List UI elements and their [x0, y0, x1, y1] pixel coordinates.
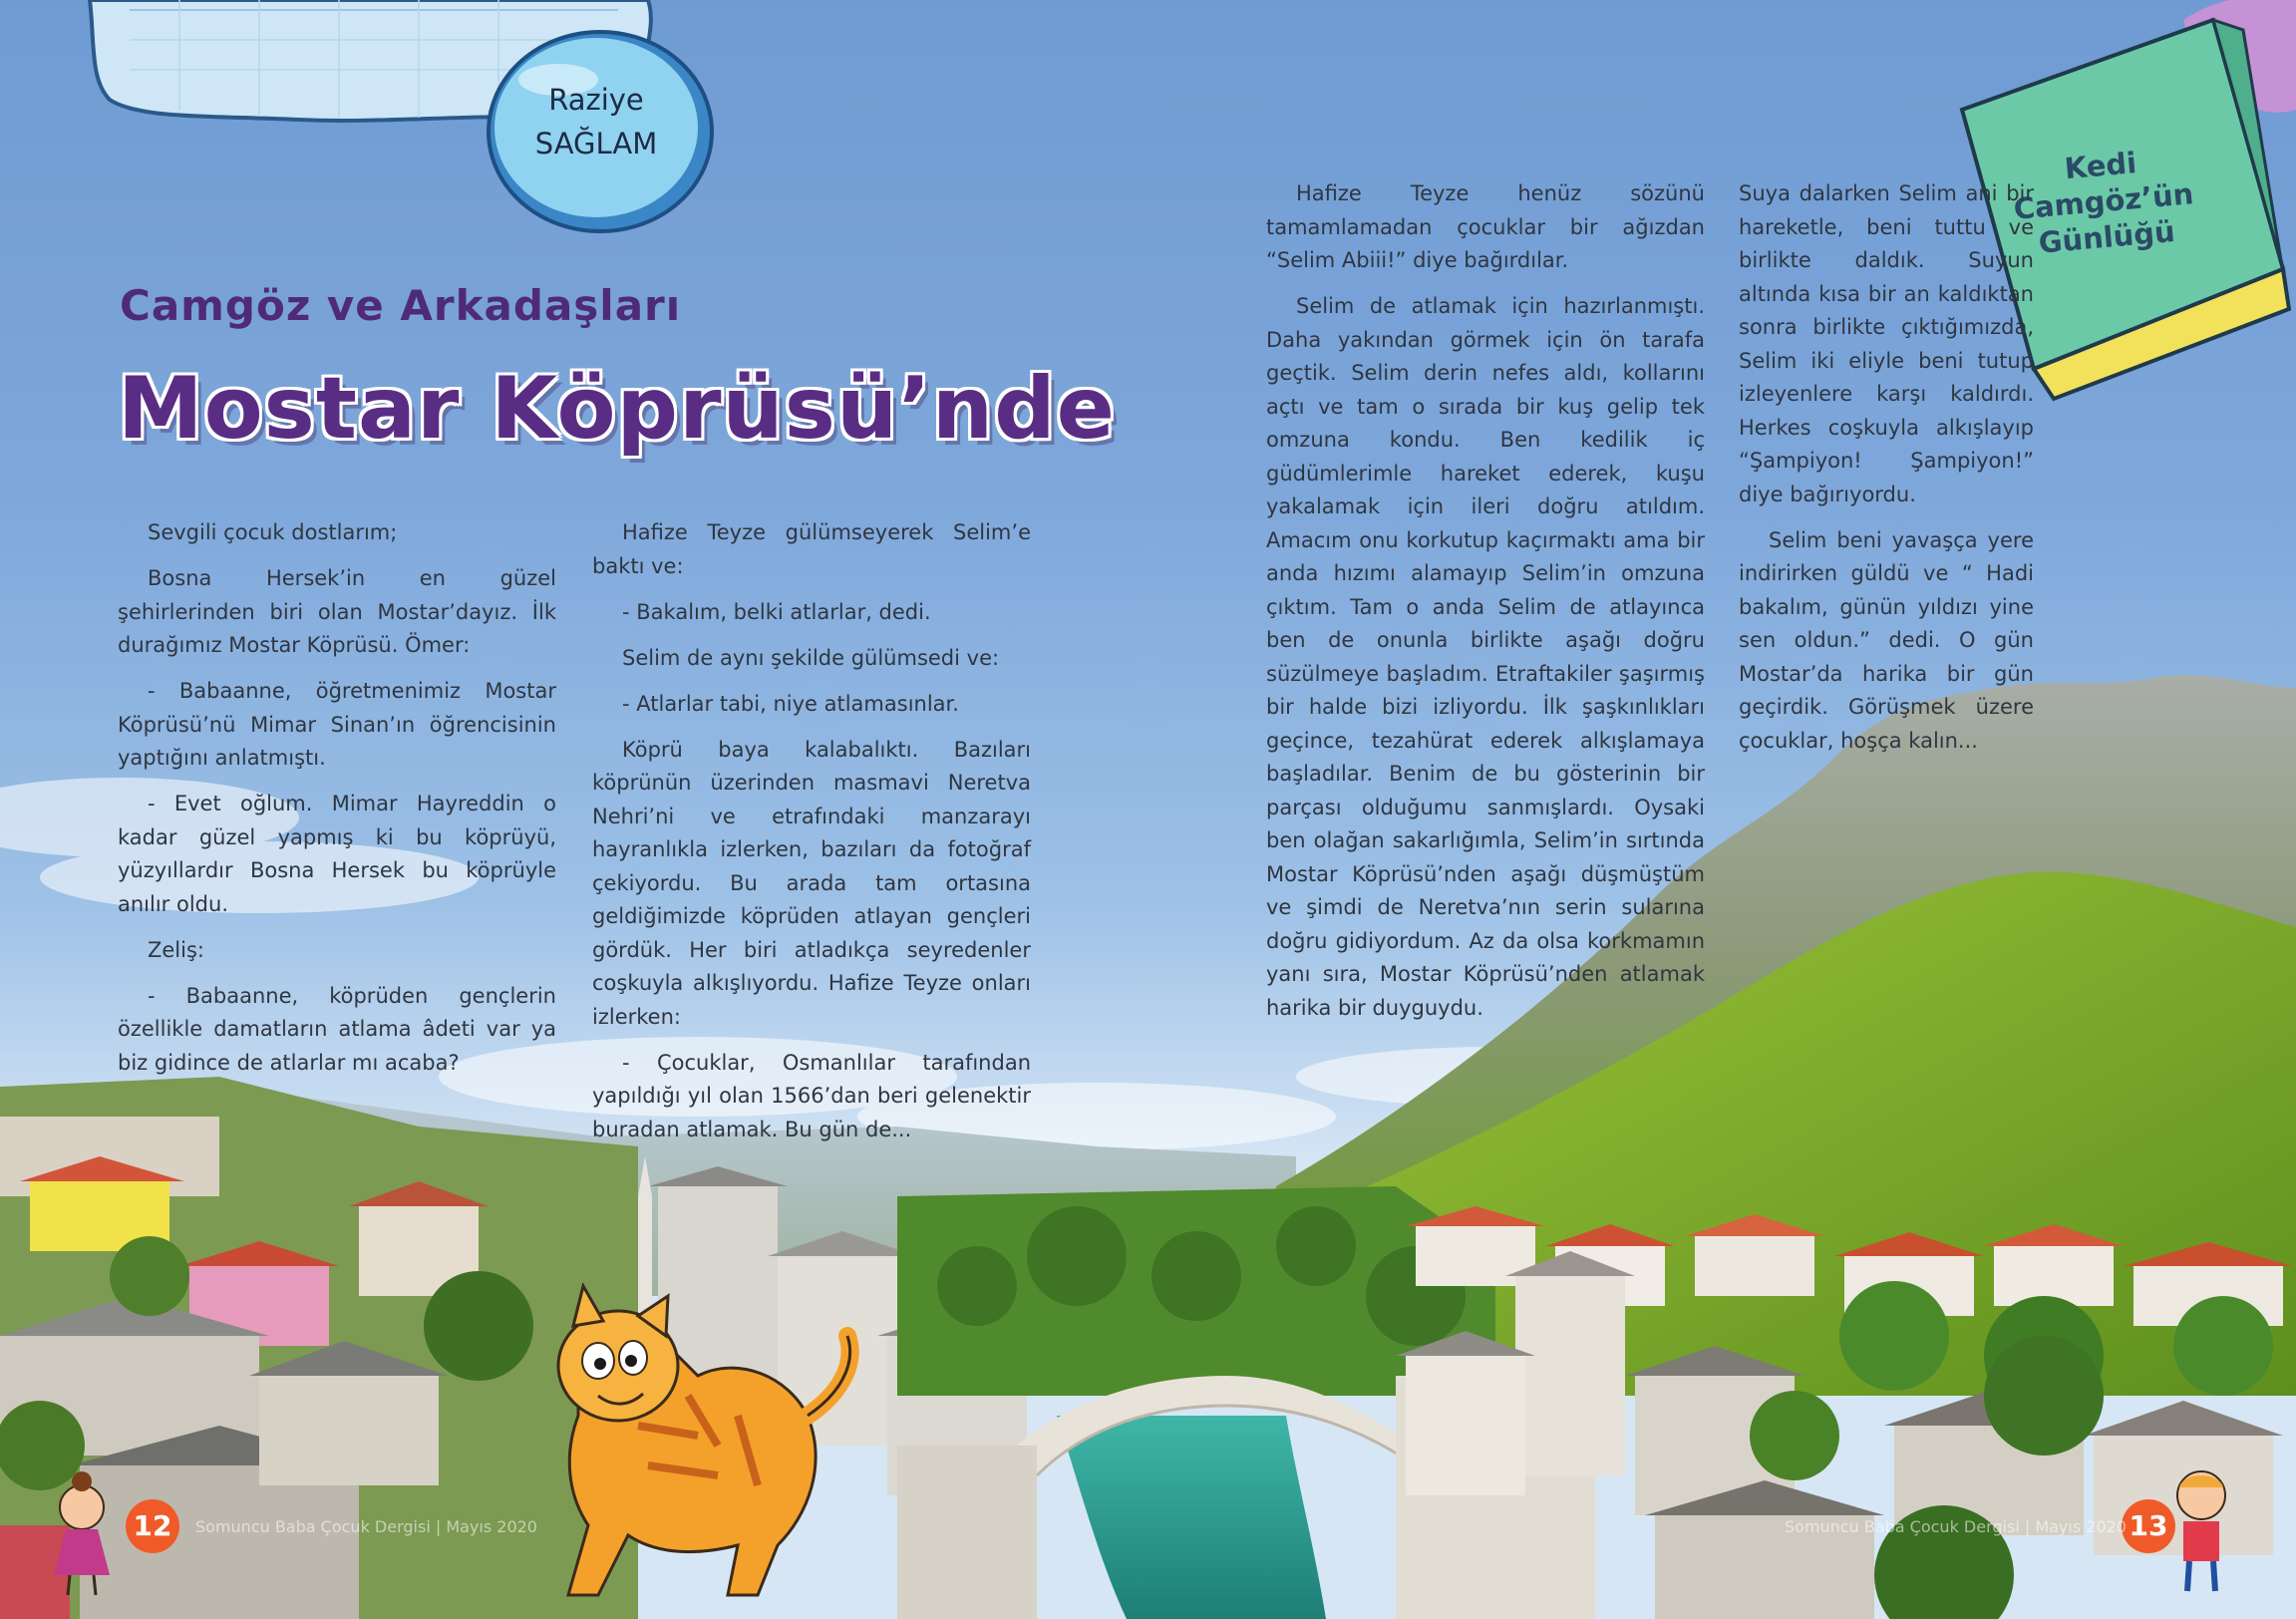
paragraph: - Çocuklar, Osmanlılar tarafından yapıldığı yıl olan 1566’dan beri gelenektir buradan atlamak. Bu gün de...: [592, 1050, 1031, 1141]
page-number-left: 12: [126, 1499, 179, 1553]
diary-title-line-1: Kedi: [2063, 146, 2138, 186]
paragraph: Bosna Hersek’in en güzel şehirlerinden biri olan Mostar’dayız. İlk durağımız Mostar Köprüsü. Ömer:: [118, 566, 556, 657]
paragraph: Hafize Teyze gülümseyerek Selim’e baktı ve:: [592, 520, 1031, 578]
paragraph: - Atlarlar tabi, niye atlamasınlar.: [622, 691, 959, 716]
text-column-2: [592, 516, 1031, 1159]
paragraph: - Babaanne, öğretmenimiz Mostar Köprüsü’nü Mimar Sinan’ın öğrencisinin yaptığını anlatmıştı.: [118, 679, 556, 770]
author-name: [483, 78, 710, 165]
author-first-name: Raziye: [548, 83, 644, 117]
footer-right: Somuncu Baba Çocuk Dergisi | Mayıs 2020: [1785, 1517, 2127, 1536]
neretva-river: [1057, 1416, 1326, 1619]
paragraph: - Evet oğlum. Mimar Hayreddin o kadar güzel yapmış ki bu köprüyü, yüzyıllardır Bosna Hersek bu köprüyle anılır oldu.: [118, 792, 556, 916]
series-title: Camgöz ve Arkadaşları: [120, 281, 682, 330]
paragraph: Selim beni yavaşça yere indirirken güldü ve “ Hadi bakalım, günün yıldızı yine sen oldun.” dedi. O gün Mostar’da harika bir gün geçirdik. Görüşmek üzere çocuklar, hoşça kalın...: [1739, 527, 2034, 753]
paragraph: Selim de atlamak için hazırlanmıştı. Daha yakından görmek için ön tarafa geçtik. Selim derin nefes aldı, kollarını açtı ve tam o sırada bir kuş gelip tek omzuna kondu. Ben kedilik iç güdümlerimle hareket ederek, kuşu yakalamak için ileri doğru atıldım. Amacım onu korkutup kaçırmaktı ama bir anda hızımı alamayıp Selim’in omzuna çıktım. Tam o anda Selim de atlayınca ben de onunla birlikte aşağı doğru süzülmeye başladım. Etraftakiler şaşırmış bir halde bizi izliyordu. İlk şaşkınlıkları geçince, tezahürat ederek alkışlamaya başladılar. Benim de bu gösterinin bir parçası olduğumu sanmışlardı. Oysaki ben olağan sakarlığımla, Selim’in sırtında Mostar Köprüsü’nden aşağı düşmüştüm ve şimdi de Neretva’nın serin sularına doğru gidiyordum. Az da olsa korkmamın yanı sıra, Mostar Köprüsü’nden atlamak harika bir duyguydu.: [1266, 294, 1705, 1020]
paragraph: - Bakalım, belki atlarlar, dedi.: [622, 599, 931, 624]
paragraph: - Babaanne, köprüden gençlerin özellikle damatların atlama âdeti var ya biz gidince de atlarlar mı acaba?: [118, 983, 556, 1075]
page-number-right: 13: [2122, 1499, 2175, 1553]
paragraph: Hafize Teyze henüz sözünü tamamlamadan çocuklar bir ağızdan “Selim Abiii!” diye bağırdılar.: [1266, 181, 1705, 272]
text-column-3: [1266, 177, 1705, 1038]
text-column-4: [1739, 177, 2034, 771]
diary-title-line-2: Camgöz’ün: [2012, 176, 2195, 226]
footer-left: Somuncu Baba Çocuk Dergisi | Mayıs 2020: [195, 1517, 537, 1536]
diary-title-line-3: Günlüğü: [2037, 213, 2176, 260]
author-last-name: SAĞLAM: [534, 127, 658, 161]
paragraph: Zeliş:: [148, 937, 204, 962]
paragraph: Selim de aynı şekilde gülümsedi ve:: [622, 645, 1000, 670]
paragraph: Köprü baya kalabalıktı. Bazıları köprünün üzerinden masmavi Neretva Nehri’ni ve etrafındaki manzarayı hayranlıkla izlerken, bazıları da fotoğraf çekiyordu. Bu arada tam ortasına geldiğimizde köprüden atlayan gençleri gördük. Her biri atladıkça seyredenler coşkuyla alkışlıyordu. Hafize Teyze onları izlerken:: [592, 737, 1031, 1029]
paragraph: Suya dalarken Selim ani bir hareketle, beni tuttu ve birlikte daldık. Suyun altında kısa bir an kaldıktan sonra birlikte çıktığımızda, Selim iki eliyle beni tutup izleyenlere karşı kaldırdı. Herkes coşkuyla alkışlayıp “Şampiyon! Şampiyon!” diye bağırıyordu.: [1739, 181, 2034, 506]
page-title: Mostar Köprüsü’nde: [118, 359, 1116, 459]
paragraph: Sevgili çocuk dostlarım;: [148, 520, 398, 544]
text-column-1: [118, 516, 556, 1093]
boy-mascot-icon: [2177, 1471, 2225, 1591]
